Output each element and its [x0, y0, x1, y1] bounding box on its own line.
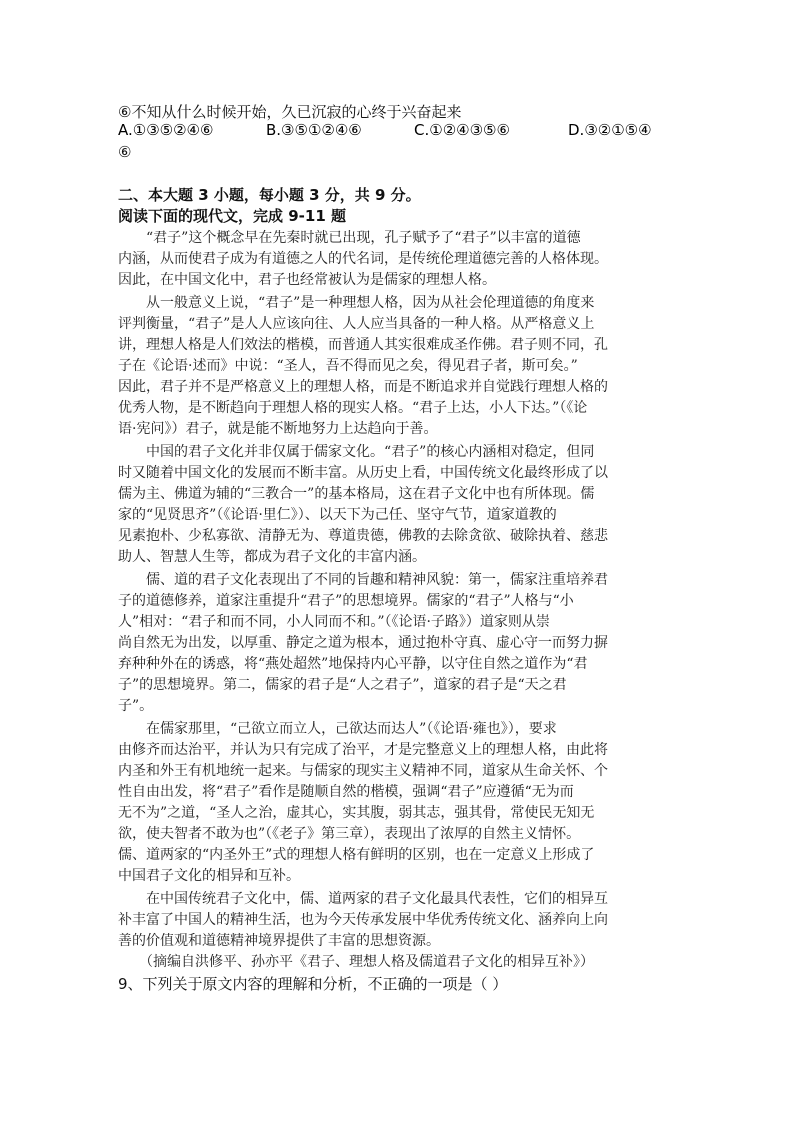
article-line: 由修齐而达治平，并认为只有完成了治平，才是完整意义上的理想人格，由此将 [118, 742, 608, 758]
reading-instruction: 阅读下面的现代文，完成 9-11 题 [118, 207, 346, 225]
article-line: 人”相对：“君子和而不同，小人同而不和。”（《论语·子路》）道家则从崇 [118, 614, 550, 630]
article-line: 讲，理想人格是人们效法的楷模，而普通人其实很难成圣作佛。君子则不同，孔 [118, 337, 608, 353]
option-d-continuation: ⑥ [118, 143, 132, 161]
article-line: “君子”这个概念早在先秦时就已出现，孔子赋予了“君子”以丰富的道德 [118, 230, 581, 246]
article-line: 内圣和外王有机地统一起来。与儒家的现实主义精神不同，道家从生命关怀、个 [118, 763, 608, 779]
article-line: 因此，君子并不是严格意义上的理想人格，而是不断追求并自觉践行理想人格的 [118, 379, 608, 395]
article-line: 在中国传统君子文化中，儒、道两家的君子文化最具代表性，它们的相异互 [118, 891, 608, 907]
question-9: 9、下列关于原文内容的理解和分析，不正确的一项是（ ） [118, 975, 508, 993]
option-c: C.①②④③⑤⑥ [414, 121, 510, 139]
article-line: 内涵，从而使君子成为有道德之人的代名词，是传统伦理道德完善的人格体现。 [118, 251, 608, 267]
article-line: 因此，在中国文化中，君子也经常被认为是儒家的理想人格。 [118, 272, 496, 288]
section-heading: 二、本大题 3 小题，每小题 3 分，共 9 分。 [118, 186, 421, 204]
article-line: 评判衡量，“君子”是人人应该向往、人人应当具备的一种人格。从严格意义上 [118, 316, 595, 332]
article-line: 中国的君子文化并非仅属于儒家文化。“君子”的核心内涵相对稳定，但同 [118, 444, 595, 460]
article-line: 中国君子文化的相异和互补。 [118, 868, 300, 884]
article-line: 儒、道的君子文化表现出了不同的旨趣和精神风貌：第一，儒家注重培养君 [118, 572, 608, 588]
article-line: 家的“见贤思齐”（《论语·里仁》）、以天下为己任、坚守气节，道家道教的 [118, 507, 557, 523]
article-line: 弃种种外在的诱惑，将“燕处超然”地保持内心平静，以守住自然之道作为“君 [118, 656, 588, 672]
article-line: 见素抱朴、少私寡欲、清静无为、尊道贵德，佛教的去除贪欲、破除执着、慈悲 [118, 528, 608, 544]
sequence-line-6: ⑥不知从什么时候开始，久已沉寂的心终于兴奋起来 [118, 103, 462, 121]
article-line: 善的价值观和道德精神境界提供了丰富的思想资源。 [118, 933, 440, 949]
article-line: 补丰富了中国人的精神生活，也为今天传承发展中华优秀传统文化、涵养向上向 [118, 912, 608, 928]
article-source: （摘编自洪修平、孙亦平《君子、理想人格及儒道君子文化的相异互补》） [118, 954, 594, 970]
article-line: 时又随着中国文化的发展而不断丰富。从历史上看，中国传统文化最终形成了以 [118, 465, 608, 481]
article-line: 在儒家那里，“己欲立而立人，己欲达而达人”（《论语·雍也》），要求 [118, 721, 557, 737]
article-line: 儒、道两家的“内圣外王”式的理想人格有鲜明的区别，也在一定意义上形成了 [118, 847, 595, 863]
article-line: 语·宪问》）君子，就是能不断地努力上达趋向于善。 [118, 421, 438, 437]
article-line: 从一般意义上说，“君子”是一种理想人格，因为从社会伦理道德的角度来 [118, 295, 595, 311]
article-line: 子在《论语·述而》中说：“圣人，吾不得而见之矣，得见君子者，斯可矣。” [118, 358, 578, 374]
article-line: 子”。 [118, 698, 154, 714]
option-b: B.③⑤①②④⑥ [266, 121, 362, 139]
article-line: 无不为”之道，“圣人之治，虚其心，实其腹，弱其志，强其骨，常使民无知无 [118, 805, 595, 821]
article-line: 子的道德修养，道家注重提升“君子”的思想境界。儒家的“君子”人格与“小 [118, 593, 574, 609]
article-line: 助人、智慧人生等，都成为君子文化的丰富内涵。 [118, 549, 426, 565]
article-line: 欲，使夫智者不敢为也”（《老子》第三章），表现出了浓厚的自然主义情怀。 [118, 826, 581, 842]
article-line: 优秀人物，是不断趋向于理想人格的现实人格。“君子上达，小人下达。”（《论 [118, 400, 588, 416]
answer-options [118, 121, 678, 141]
option-a: A.①③⑤②④⑥ [118, 121, 214, 139]
article-line: 子”的思想境界。第二，儒家的君子是“人之君子”，道家的君子是“天之君 [118, 677, 567, 693]
article-line: 性自由出发，将“君子”看作是随顺自然的楷模，强调“君子”应遵循“无为而 [118, 784, 574, 800]
article-line: 尚自然无为出发，以厚重、静定之道为根本，通过抱朴守真、虚心守一而努力摒 [118, 635, 608, 651]
option-d: D.③②①⑤④ [568, 121, 652, 139]
article-line: 儒为主、佛道为辅的“三教合一”的基本格局，这在君子文化中也有所体现。儒 [118, 486, 595, 502]
